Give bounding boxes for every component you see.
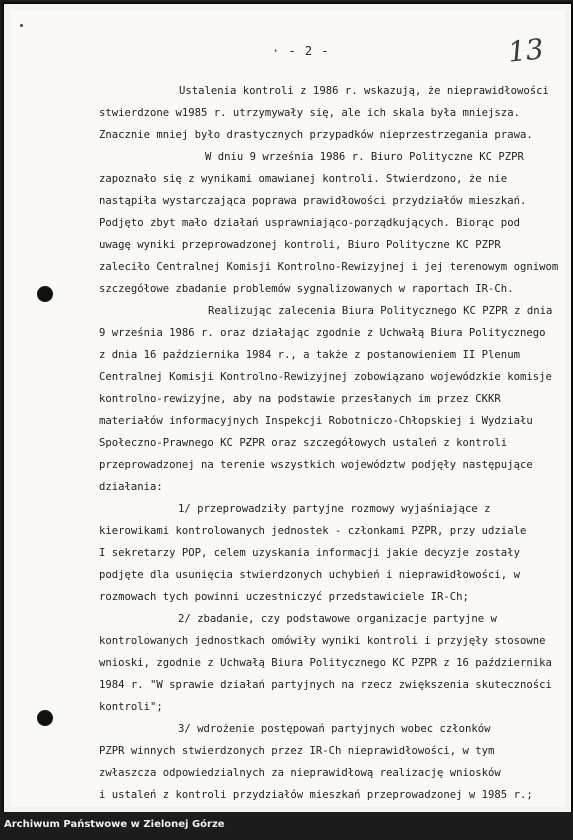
- text-line: Społeczno-Prawnego KC PZPR oraz szczegółowych ustaleń z kontroli: [99, 437, 508, 449]
- text-line: zwłaszcza odpowiedzialnych za nieprawidłową realizację wniosków: [99, 767, 501, 779]
- text-line: Znacznie mniej było drastycznych przypadków nieprzestrzegania prawa.: [99, 129, 533, 141]
- text-line: kontrolno-rewizyjne, aby na podstawie przesłanych im przez CKKR: [99, 393, 501, 405]
- text-line: nastąpiła wystarczająca poprawa prawidłowości przydziałów mieszkań.: [99, 195, 527, 207]
- text-line: 9 września 1986 r. oraz działając zgodnie z Uchwałą Biura Politycznego: [99, 327, 546, 339]
- text-line: uwagę wyniki przeprowadzonej kontroli, Biuro Polityczne KC PZPR: [99, 239, 501, 251]
- text-line: Podjęto zbyt mało działań usprawniająco-porządkujących. Biorąc pod: [99, 217, 520, 229]
- text-line: kierowikami kontrolowanych jednostek - członkami PZPR, przy udziale: [99, 525, 527, 537]
- text-line: materiałów informacyjnych Inspekcji Robotniczo-Chłopskiej i Wydziału: [99, 415, 533, 427]
- handwritten-page-number: 13: [506, 32, 546, 69]
- text-line: W dniu 9 września 1986 r. Biuro Polityczne KC PZPR: [205, 151, 524, 163]
- archive-name: Archiwum Państwowe w Zielonej Górze: [4, 819, 225, 830]
- text-line: 1984 r. "W sprawie działań partyjnych na rzecz zwiększenia skuteczności: [99, 679, 552, 691]
- text-line: I sekretarzy POP, celem uzyskania informacji jakie decyzje zostały: [99, 547, 520, 559]
- document-frame: [2, 2, 573, 815]
- punch-hole: [37, 286, 53, 302]
- text-line: z dnia 16 października 1984 r., a także z postanowieniem II Plenum: [99, 349, 520, 361]
- text-line: PZPR winnych stwierdzonych przez IR-Ch nieprawidłowości, w tym: [99, 745, 495, 757]
- text-line: kontroli";: [99, 701, 163, 713]
- text-line: Realizując zalecenia Biura Politycznego KC PZPR z dnia: [208, 305, 553, 317]
- text-line: rozmowach tych powinni uczestniczyć przedstawiciele IR-Ch;: [99, 591, 469, 603]
- document-page: [10, 10, 565, 807]
- text-line: i ustaleń z kontroli przydziałów mieszkań przeprowadzonej w 1985 r.;: [99, 789, 533, 801]
- text-line: 1/ przeprowadziły partyjne rozmowy wyjaśniające z: [178, 503, 491, 515]
- text-line: szczegółowe zbadanie problemów sygnalizowanych w raportach IR-Ch.: [99, 283, 514, 295]
- text-line: 2/ zbadanie, czy podstawowe organizacje partyjne w: [178, 613, 497, 625]
- text-line: przeprowadzonej na terenie wszystkich województw podjęły następujące: [99, 459, 533, 471]
- page-number: · - 2 -: [272, 44, 330, 58]
- text-line: Ustalenia kontroli z 1986 r. wskazują, że nieprawidłowości: [179, 85, 549, 97]
- text-line: zapoznało się z wynikami omawianej kontroli. Stwierdzono, że nie: [99, 173, 508, 185]
- text-line: stwierdzone w1985 r. utrzymywały się, ale ich skala była mniejsza.: [99, 107, 520, 119]
- text-line: Centralnej Komisji Kontrolno-Rewizyjnej zobowiązano wojewódzkie komisje: [99, 371, 552, 383]
- text-line: kontrolowanych jednostkach omówiły wyniki kontroli i przyjęły stosowne: [99, 635, 546, 647]
- text-line: zaleciło Centralnej Komisji Kontrolno-Rewizyjnej i jej terenowym ogniwom: [99, 261, 559, 273]
- text-line: wnioski, zgodnie z Uchwałą Biura Politycznego KC PZPR z 16 października: [99, 657, 552, 669]
- paper-speck: [20, 24, 23, 27]
- text-line: podjęte dla usunięcia stwierdzonych uchybień i nieprawidłowości, w: [99, 569, 520, 581]
- text-line: działania:: [99, 481, 163, 493]
- archive-footer: [0, 812, 573, 840]
- punch-hole: [37, 710, 53, 726]
- text-line: 3/ wdrożenie postępowań partyjnych wobec członków: [178, 723, 491, 735]
